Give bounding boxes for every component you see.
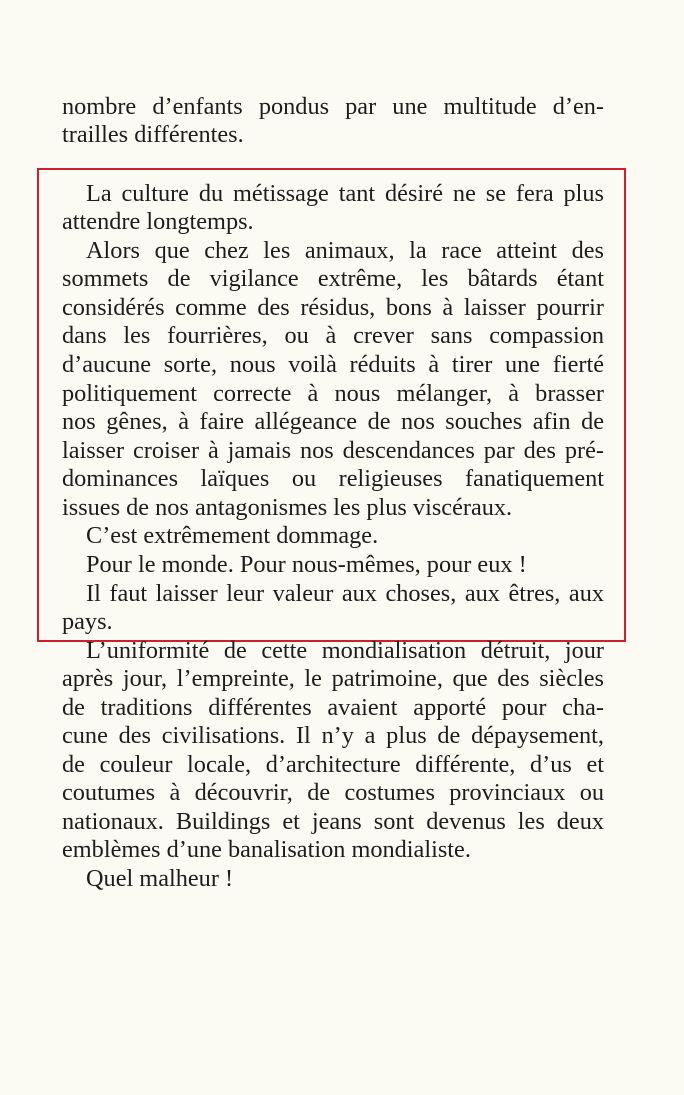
highlighted-line: considérés comme des résidus, bons à laisser pourrir — [62, 294, 604, 321]
highlighted-line: sommets de vigilance extrême, les bâtards étant — [62, 265, 604, 292]
closing-line: coutumes à découvrir, de costumes provinciaux ou — [62, 779, 604, 806]
highlighted-line: issues de nos antagonismes les plus viscéraux. — [62, 494, 513, 521]
highlighted-line: Il faut laisser leur valeur aux choses, aux êtres, aux — [86, 580, 604, 607]
highlighted-line: attendre longtemps. — [62, 208, 254, 235]
highlighted-line: politiquement correcte à nous mélanger, à brasser — [62, 380, 604, 407]
highlighted-line: pays. — [62, 608, 113, 635]
highlighted-line: La culture du métissage tant désiré ne se fera plus — [86, 180, 604, 207]
highlighted-line: dominances laïques ou religieuses fanatiquement — [62, 465, 604, 492]
highlighted-line: laisser croiser à jamais nos descendances par des pré- — [62, 437, 604, 464]
highlighted-line: dans les fourrières, ou à crever sans compassion — [62, 322, 604, 349]
highlighted-line: Pour le monde. Pour nous-mêmes, pour eux ! — [86, 551, 527, 578]
closing-line: nationaux. Buildings et jeans sont devenus les deux — [62, 808, 604, 835]
highlighted-line: nos gênes, à faire allégeance de nos souches afin de — [62, 408, 604, 435]
intro-line: trailles différentes. — [62, 121, 244, 148]
closing-line: cune des civilisations. Il n’y a plus de dépaysement, — [62, 722, 604, 749]
closing-line: de traditions différentes avaient apporté pour cha- — [62, 694, 604, 721]
highlighted-line: d’aucune sorte, nous voilà réduits à tirer une fierté — [62, 351, 604, 378]
intro-line: nombre d’enfants pondus par une multitude d’en- — [62, 93, 604, 120]
closing-line: après jour, l’empreinte, le patrimoine, que des siècles — [62, 665, 604, 692]
highlighted-line: C’est extrêmement dommage. — [86, 522, 379, 549]
highlighted-line: Alors que chez les animaux, la race atteint des — [86, 237, 604, 264]
closing-line: de couleur locale, d’architecture différente, d’us et — [62, 751, 604, 778]
closing-line: Quel malheur ! — [86, 865, 234, 892]
closing-line: L’uniformité de cette mondialisation détruit, jour — [86, 637, 604, 664]
closing-line: emblèmes d’une banalisation mondialiste. — [62, 836, 471, 863]
